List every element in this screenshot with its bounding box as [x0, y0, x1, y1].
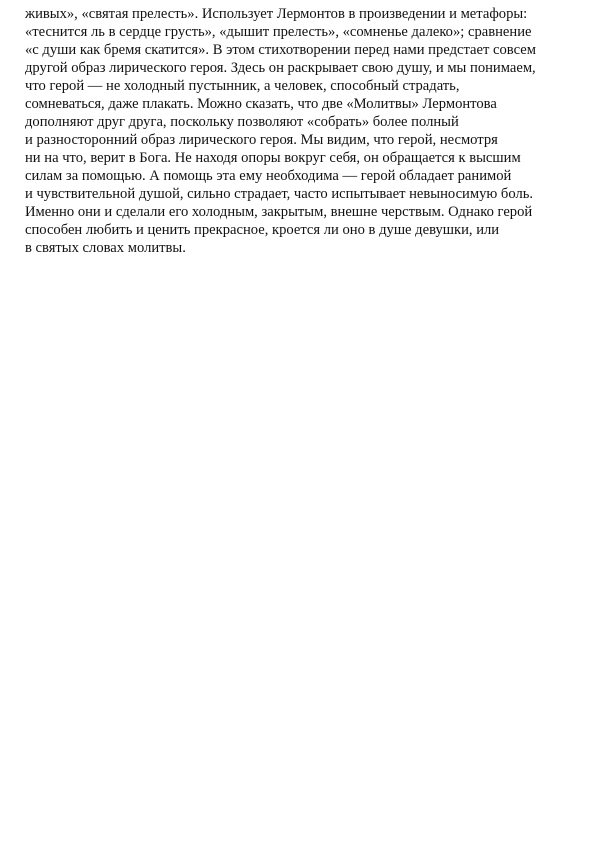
text-line: «теснится ль в сердце грусть», «дышит прелесть», «сомненье далеко»; сравнение — [25, 24, 532, 40]
document-text — [25, 5, 585, 257]
text-line: силам за помощью. А помощь эта ему необходима — герой обладает ранимой — [25, 168, 512, 184]
text-line: в святых словах молитвы. — [25, 240, 186, 256]
text-line: дополняют друг друга, поскольку позволяют «собрать» более полный — [25, 114, 459, 130]
text-line: что герой — не холодный пустынник, а человек, способный страдать, — [25, 78, 460, 94]
text-line: ни на что, верит в Бога. Не находя опоры вокруг себя, он обращается к высшим — [25, 150, 521, 166]
text-line: живых», «святая прелесть». Использует Лермонтов в произведении и метафоры: — [25, 6, 528, 22]
text-line: «с души как бремя скатится». В этом стихотворении перед нами предстает совсем — [25, 42, 536, 58]
text-line: и разносторонний образ лирического героя. Мы видим, что герой, несмотря — [25, 132, 498, 148]
text-line: и чувствительной душой, сильно страдает, часто испытывает невыносимую боль. — [25, 186, 534, 202]
text-line: сомневаться, даже плакать. Можно сказать, что две «Молитвы» Лермонтова — [25, 96, 497, 112]
text-line: другой образ лирического героя. Здесь он раскрывает свою душу, и мы понимаем, — [25, 60, 536, 76]
text-line: Именно они и сделали его холодным, закрытым, внешне черствым. Однако герой — [25, 204, 533, 220]
text-line: способен любить и ценить прекрасное, кроется ли оно в душе девушки, или — [25, 222, 500, 238]
